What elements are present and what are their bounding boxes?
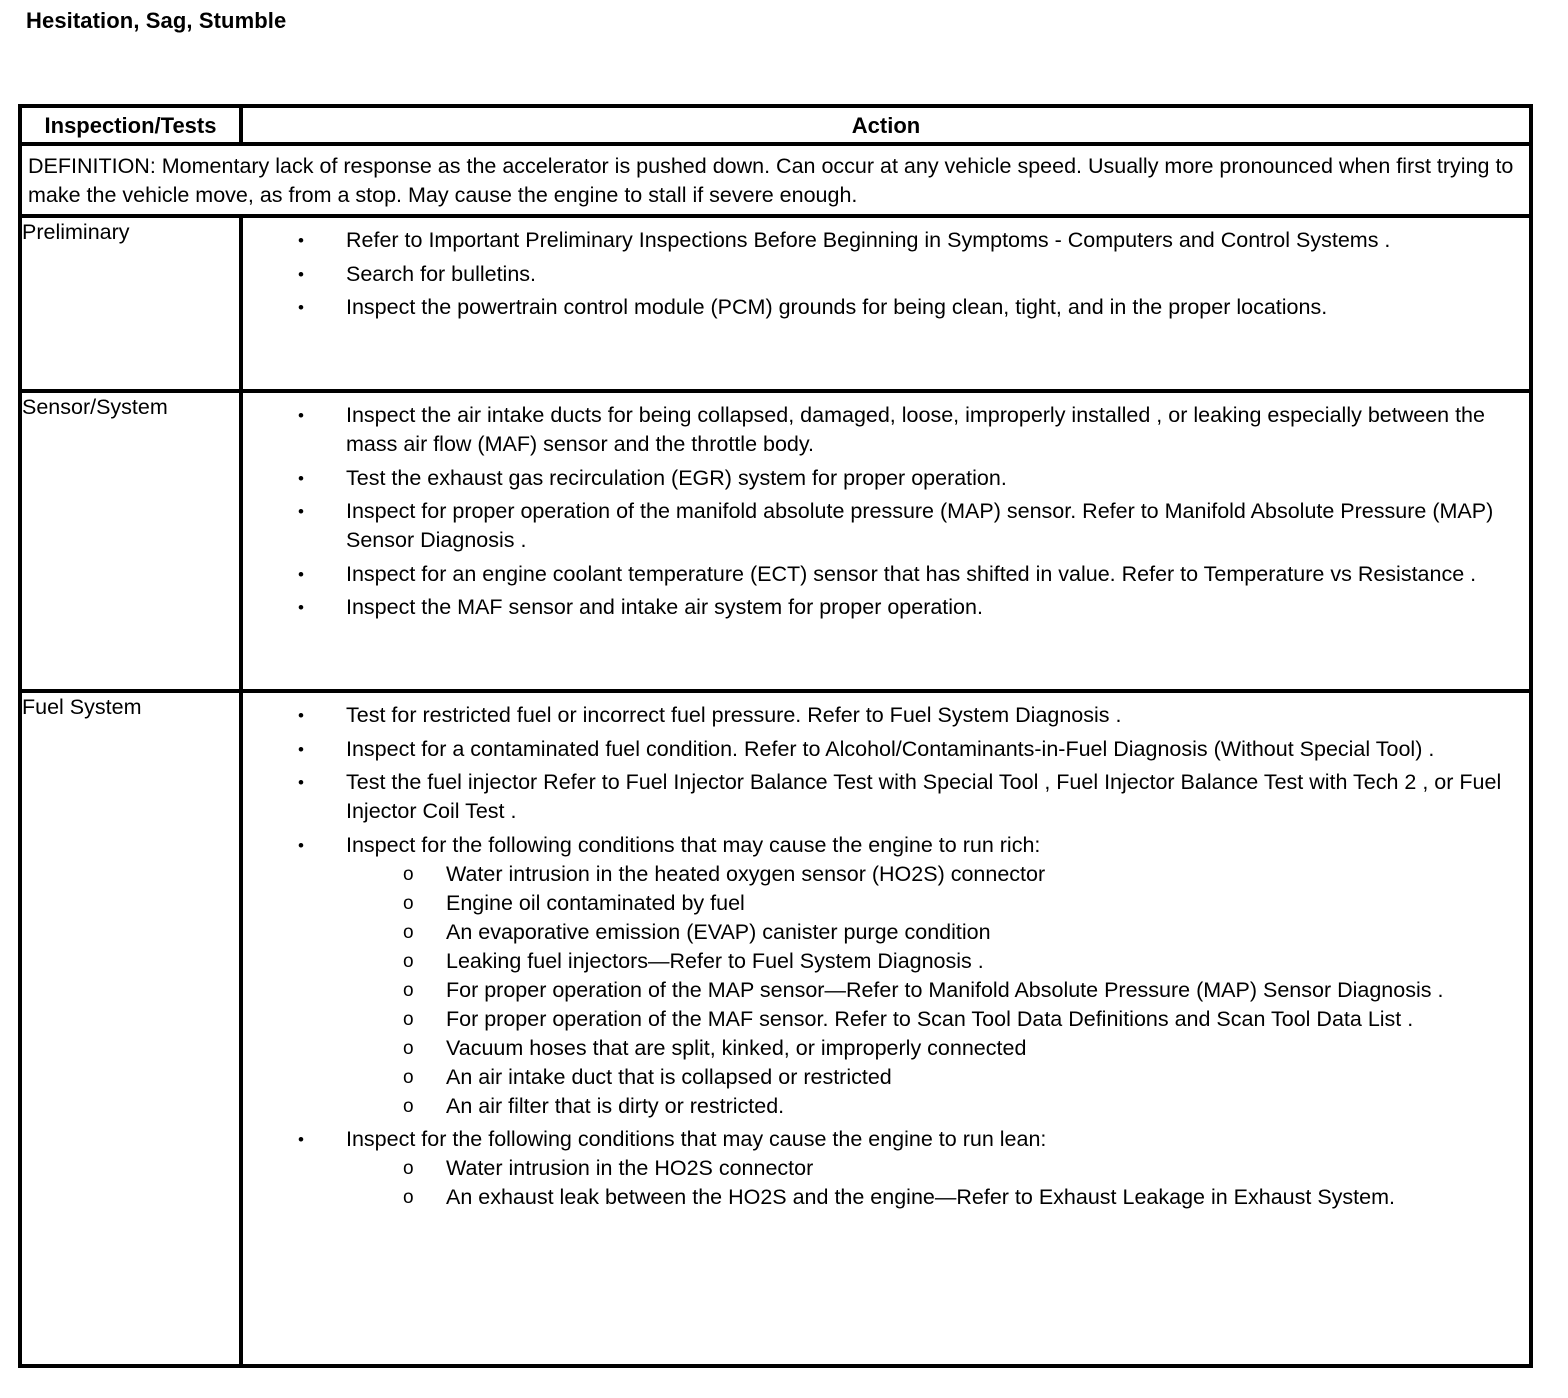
list-item [243, 735, 1529, 764]
column-header-inspection-tests: Inspection/Tests [20, 106, 241, 144]
bullet-icon: • [298, 502, 304, 521]
sub-bullet-icon: o [403, 863, 414, 885]
sub-bullet-icon: o [403, 1066, 414, 1088]
sub-list [346, 1154, 1529, 1212]
sub-list-item [246, 976, 1529, 1005]
bullet-icon: • [298, 406, 304, 425]
list-item-text: Inspect for the following conditions that may cause the engine to run rich: [346, 832, 1041, 857]
bullet-icon: • [298, 231, 304, 250]
list-item-text: Search for bulletins. [346, 261, 537, 286]
sub-list-item-text: Vacuum hoses that are split, kinked, or improperly connected [446, 1035, 1027, 1060]
sub-bullet-icon: o [403, 1187, 414, 1208]
sub-list-item-text: An air intake duct that is collapsed or restricted [446, 1064, 892, 1089]
list-item-text: Inspect the air intake ducts for being collapsed, damaged, loose, improperly installed , or leaking especially between the mass air flow (MAF) sensor and the throttle body. [346, 403, 1485, 456]
action-list [243, 701, 1529, 1212]
sub-list-item [246, 1034, 1529, 1063]
list-item [243, 701, 1529, 730]
sub-list-item-text: Engine oil contaminated by fuel [446, 890, 745, 915]
diagnostic-table [18, 104, 1533, 1368]
sub-list-item [246, 860, 1529, 889]
sub-bullet-icon: o [403, 1037, 414, 1059]
bullet-icon: • [298, 264, 304, 284]
bullet-icon: • [298, 468, 304, 488]
sub-bullet-icon: o [403, 1008, 414, 1030]
list-item [243, 831, 1529, 1121]
list-item-text: Inspect for proper operation of the manifold absolute pressure (MAP) sensor. Refer to Manifold Absolute Pressure (MAP) Sensor Diagnosis . [346, 499, 1494, 552]
sub-list-item-text: Water intrusion in the HO2S connector [446, 1156, 814, 1180]
action-list [243, 226, 1529, 322]
list-item [243, 497, 1529, 555]
list-item [243, 293, 1529, 322]
bullet-icon: • [298, 773, 304, 792]
sub-list-item [246, 1063, 1529, 1092]
list-item [243, 768, 1529, 826]
definition-row [20, 144, 1531, 216]
bullet-icon: • [298, 835, 304, 855]
sub-list-item-text: An evaporative emission (EVAP) canister purge condition [446, 919, 991, 944]
sub-list-item-text: An exhaust leak between the HO2S and the engine—Refer to Exhaust Leakage in Exhaust System. [446, 1185, 1395, 1209]
bullet-icon: • [298, 706, 304, 725]
sub-list-item [246, 918, 1529, 947]
sub-bullet-icon: o [403, 950, 414, 972]
bullet-icon: • [298, 598, 304, 617]
bullet-icon: • [298, 1130, 304, 1149]
list-item [243, 401, 1529, 459]
sub-list-item [246, 1092, 1529, 1121]
list-item [243, 593, 1529, 622]
sub-list-item-text: For proper operation of the MAF sensor. Refer to Scan Tool Data Definitions and Scan Tool Data List . [446, 1006, 1414, 1031]
sub-list-item-text: For proper operation of the MAP sensor—Refer to Manifold Absolute Pressure (MAP) Sensor Diagnosis . [446, 977, 1444, 1002]
action-cell [241, 391, 1531, 691]
sub-bullet-icon: o [403, 1095, 414, 1117]
table-row-fuel-system [20, 691, 1531, 1366]
sub-bullet-icon: o [403, 921, 414, 943]
list-item-text: Inspect for an engine coolant temperature (ECT) sensor that has shifted in value. Refer to Temperature vs Resistance . [346, 561, 1477, 586]
document-title: Hesitation, Sag, Stumble [26, 8, 287, 33]
action-cell [241, 216, 1531, 391]
bullet-icon: • [298, 298, 304, 317]
list-item-text: Inspect the powertrain control module (PCM) grounds for being clean, tight, and in the proper locations. [346, 295, 1328, 319]
list-item [243, 226, 1529, 255]
table-row-preliminary [20, 216, 1531, 391]
table-row-sensor-system [20, 391, 1531, 691]
list-item [243, 1125, 1529, 1212]
bullet-icon: • [298, 564, 304, 584]
list-item [243, 464, 1529, 493]
list-item-text: Test for restricted fuel or incorrect fuel pressure. Refer to Fuel System Diagnosis . [346, 703, 1122, 727]
sub-bullet-icon: o [403, 1158, 414, 1179]
list-item-text: Refer to Important Preliminary Inspections Before Beginning in Symptoms - Computers and Control Systems . [346, 228, 1391, 252]
list-item [243, 560, 1529, 589]
column-header-action: Action [241, 106, 1531, 144]
row-label: Fuel System [20, 691, 241, 1366]
sub-list-item [246, 947, 1529, 976]
sub-list-item [246, 1154, 1529, 1183]
sub-list-item [246, 1005, 1529, 1034]
list-item-text: Inspect for a contaminated fuel condition. Refer to Alcohol/Contaminants-in-Fuel Diagnosis (Without Special Tool) . [346, 736, 1435, 761]
action-list [243, 401, 1529, 622]
list-item [243, 260, 1529, 289]
table-header-row [20, 106, 1531, 144]
sub-list-item [246, 1183, 1529, 1212]
sub-list-item-text: Leaking fuel injectors—Refer to Fuel System Diagnosis . [446, 948, 984, 973]
row-label: Sensor/System [20, 391, 241, 691]
sub-bullet-icon: o [403, 979, 414, 1001]
sub-list-item-text: An air filter that is dirty or restricted. [446, 1093, 785, 1118]
sub-list-item [246, 889, 1529, 918]
row-label: Preliminary [20, 216, 241, 391]
list-item-text: Test the exhaust gas recirculation (EGR) system for proper operation. [346, 465, 1007, 490]
sub-list [346, 860, 1529, 1121]
bullet-icon: • [298, 739, 304, 759]
list-item-text: Test the fuel injector Refer to Fuel Injector Balance Test with Special Tool , Fuel Injector Balance Test with Tech 2 , or Fuel Injector Coil Test . [346, 770, 1502, 823]
sub-bullet-icon: o [403, 892, 414, 914]
list-item-text: Inspect the MAF sensor and intake air system for proper operation. [346, 595, 983, 619]
sub-list-item-text: Water intrusion in the heated oxygen sensor (HO2S) connector [446, 861, 1046, 886]
action-cell [241, 691, 1531, 1366]
list-item-text: Inspect for the following conditions that may cause the engine to run lean: [346, 1127, 1047, 1151]
definition-text: DEFINITION: Momentary lack of response as the accelerator is pushed down. Can occur at any vehicle speed. Usually more pronounced when first trying to make the vehicle move, as from a stop. May cause the engine to stall if severe enough. [20, 144, 1531, 216]
